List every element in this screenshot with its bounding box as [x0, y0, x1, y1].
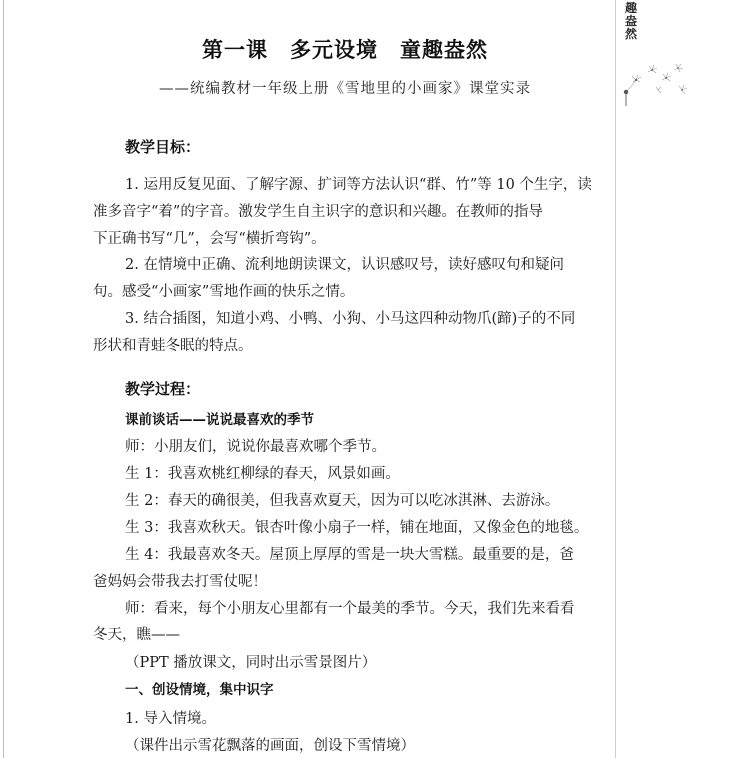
dialogue-line: 生 4：我最喜欢冬天。屋顶上厚厚的雪是一块大雪糕。最重要的是，爸 — [125, 547, 574, 563]
teaching-process-heading: 教学过程： — [125, 380, 201, 398]
side-char: 趣 — [624, 1, 637, 15]
goal-line: 准多音字“着”的字音。激发学生自主识字的意识和兴趣。在教师的指导 — [93, 204, 543, 220]
side-margin — [616, 0, 730, 758]
side-char: 盎 — [624, 14, 637, 28]
page-left-border — [3, 0, 4, 758]
dialogue-line: 师：看来，每个小朋友心里都有一个最美的季节。今天，我们先来看看 — [125, 601, 575, 617]
teaching-goals-heading: 教学目标： — [125, 138, 201, 156]
dialogue-line: 师：小朋友们，说说你最喜欢哪个季节。 — [125, 439, 386, 455]
stage-direction: （课件出示雪花飘落的画面，创设下雪情境） — [125, 738, 415, 754]
pre-class-talk-title: 课前谈话——说说最喜欢的季节 — [125, 412, 314, 428]
stage-direction: （PPT 播放课文，同时出示雪景图片） — [125, 655, 377, 671]
dialogue-line: 冬天，瞧—— — [93, 627, 180, 643]
section-one-title: 一、创设情境，集中识字 — [125, 682, 274, 698]
goal-line: 3. 结合插图，知道小鸡、小鸭、小狗、小马这四种动物爪(蹄)子的不同 — [125, 311, 576, 327]
side-char: 然 — [624, 27, 637, 41]
lesson-title: 第一课 多元设境 童趣盎然 — [202, 38, 488, 62]
dialogue-line: 生 3：我喜欢秋天。银杏叶像小扇子一样，铺在地面，又像金色的地毯。 — [125, 520, 589, 536]
lesson-subtitle: ——统编教材一年级上册《雪地里的小画家》课堂实录 — [159, 81, 531, 97]
goal-line: 形状和青蛙冬眠的特点。 — [93, 338, 253, 354]
dialogue-line: 生 1：我喜欢桃红柳绿的春天，风景如画。 — [125, 466, 400, 482]
dialogue-line: 生 2：春天的确很美，但我喜欢夏天，因为可以吃冰淇淋、去游泳。 — [125, 493, 560, 509]
goal-line: 2. 在情境中正确、流利地朗读课文，认识感叹号，读好感叹句和疑问 — [125, 257, 564, 273]
dialogue-line: 爸妈妈会带我去打雪仗呢！ — [93, 574, 267, 590]
goal-line: 下正确书写“几”，会写“横折弯钩”。 — [93, 231, 326, 247]
goal-line: 句。感受“小画家”雪地作画的快乐之情。 — [93, 284, 355, 300]
goal-line: 1. 运用反复见面、了解字源、扩词等方法认识“群、竹”等 10 个生字，读 — [125, 177, 592, 193]
section-one-line: 1. 导入情境。 — [125, 711, 216, 727]
